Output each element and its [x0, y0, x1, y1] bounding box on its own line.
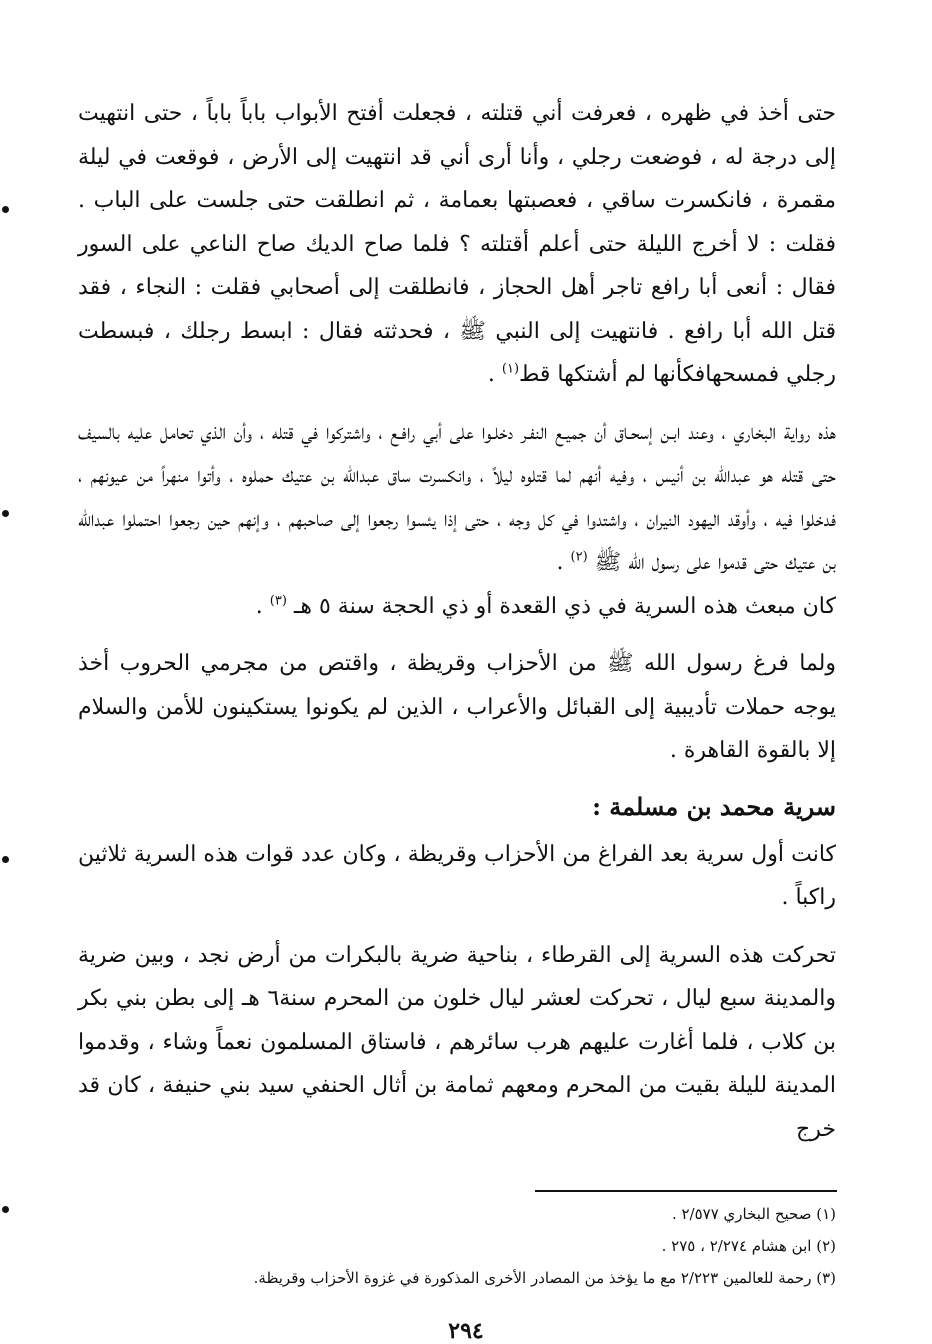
- footnotes: [130, 1198, 836, 1294]
- paragraph-3-text: كان مبعث هذه السرية في ذي القعدة أو ذي الحجة سنة ٥ هـ: [293, 593, 836, 619]
- paragraph-1: [78, 92, 836, 397]
- margin-dot: [2, 856, 9, 863]
- paragraph-2-end: .: [556, 550, 564, 575]
- paragraph-4: ولما فرغ رسول الله ﷺ من الأحزاب وقريظة ، واقتص من مجرمي الحروب أخذ يوجه حملات تأديبية إلى القبائل والأعراب ، الذين لم يكونوا يستكينون للأمن والسلام إلا بالقوة القاهرة .: [78, 651, 836, 763]
- footnote-ref-1: (١): [501, 361, 520, 377]
- paragraph-1-end: .: [487, 362, 495, 387]
- footnote-1: (١) صحيح البخاري ٢/٥٧٧ .: [671, 1205, 836, 1223]
- footnote-3: (٣) رحمة للعالمين ٢/٢٢٣ مع ما يؤخذ من المصادر الأخرى المذكورة في غزوة الأحزاب وقريظة.: [253, 1269, 836, 1287]
- paragraph-3: [78, 585, 836, 629]
- section-heading: سرية محمد بن مسلمة :: [592, 791, 836, 821]
- paragraph-6: تحركت هذه السرية إلى القرطاء ، بناحية ضرية بالبكرات من أرض نجد ، وبين ضرية والمدينة سبع ليال ، تحركت لعشر ليال خلون من المحرم سنة٦ هـ إلى بطن بني بكر بن كلاب ، فلما أغارت عليهم هرب سائرهم ، فاستاق المسلمون نعماً وشاء ، وقدموا المدينة لليلة بقيت من المحرم ومعهم ثمامة بن أثال الحنفي سيد بني حنيفة ، كان قد خرج: [78, 942, 836, 1142]
- footnote-divider: [535, 1190, 837, 1192]
- footnote-ref-2: (٢): [570, 549, 588, 565]
- paragraph-2: [78, 411, 836, 585]
- paragraph-5: كانت أول سرية بعد الفراغ من الأحزاب وقريظة ، وكان عدد قوات هذه السرية ثلاثين راكباً .: [78, 841, 836, 910]
- margin-dot: [2, 206, 9, 213]
- paragraph-2-text: هذه رواية البخاري ، وعند ابـن إسحـاق أن جميـع النفـر دخلـوا على أبي رافـع ، واشتركوا في قتله ، وأن الذي تحامل عليه بالسيف حتى قتله هو عبدالله بن أنيس ، وفيه أنهم لما قتلوه ليلاً ، وانكسرت ساق عبدالله بن عتيك حملوه ، وأتوا منهراً من عيونهم ، فدخلوا فيه ، وأوقد اليهود النيران ، واشتدوا في كل وجه ، حتى إذا يئسوا رجعوا إلى صاحبهم ، وإنهم حين رجعوا احتملوا عبدالله بن عتيك حتى قدموا على رسول الله ﷺ: [78, 419, 836, 575]
- paragraph-3-end: .: [255, 593, 263, 619]
- margin-dot: [2, 510, 9, 517]
- margin-dot: [2, 1206, 9, 1213]
- footnote-2: (٢) ابن هشام ٢/٢٧٤ ، ٢٧٥ .: [661, 1237, 836, 1255]
- paragraph-1-text: حتى أخذ في ظهره ، فعرفت أني قتلته ، فجعلت أفتح الأبواب باباً باباً ، حتى انتهيت إلى درجة له ، فوضعت رجلي ، وأنا أرى أني قد انتهيت إلى الأرض ، فوقعت في ليلة مقمرة ، فانكسرت ساقي ، فعصبتها بعمامة ، ثم انطلقت حتى جلست على الباب . فقلت : لا أخرج الليلة حتى أعلم أقتلته ؟ فلما صاح الديك صاح الناعي على السور فقال : أنعى أبا رافع تاجر أهل الحجاز ، فانطلقت إلى أصحابي فقلت : النجاء ، فقد قتل الله أبا رافع . فانتهيت إلى النبي ﷺ ، فحدثته فقال : ابسط رجلك ، فبسطت رجلي فمسحهافكأنها لم أشتكها قط: [78, 101, 836, 387]
- page-number: ٢٩٤: [448, 1318, 484, 1344]
- footnote-ref-3: (٣): [269, 593, 287, 609]
- page-body: [78, 92, 836, 1151]
